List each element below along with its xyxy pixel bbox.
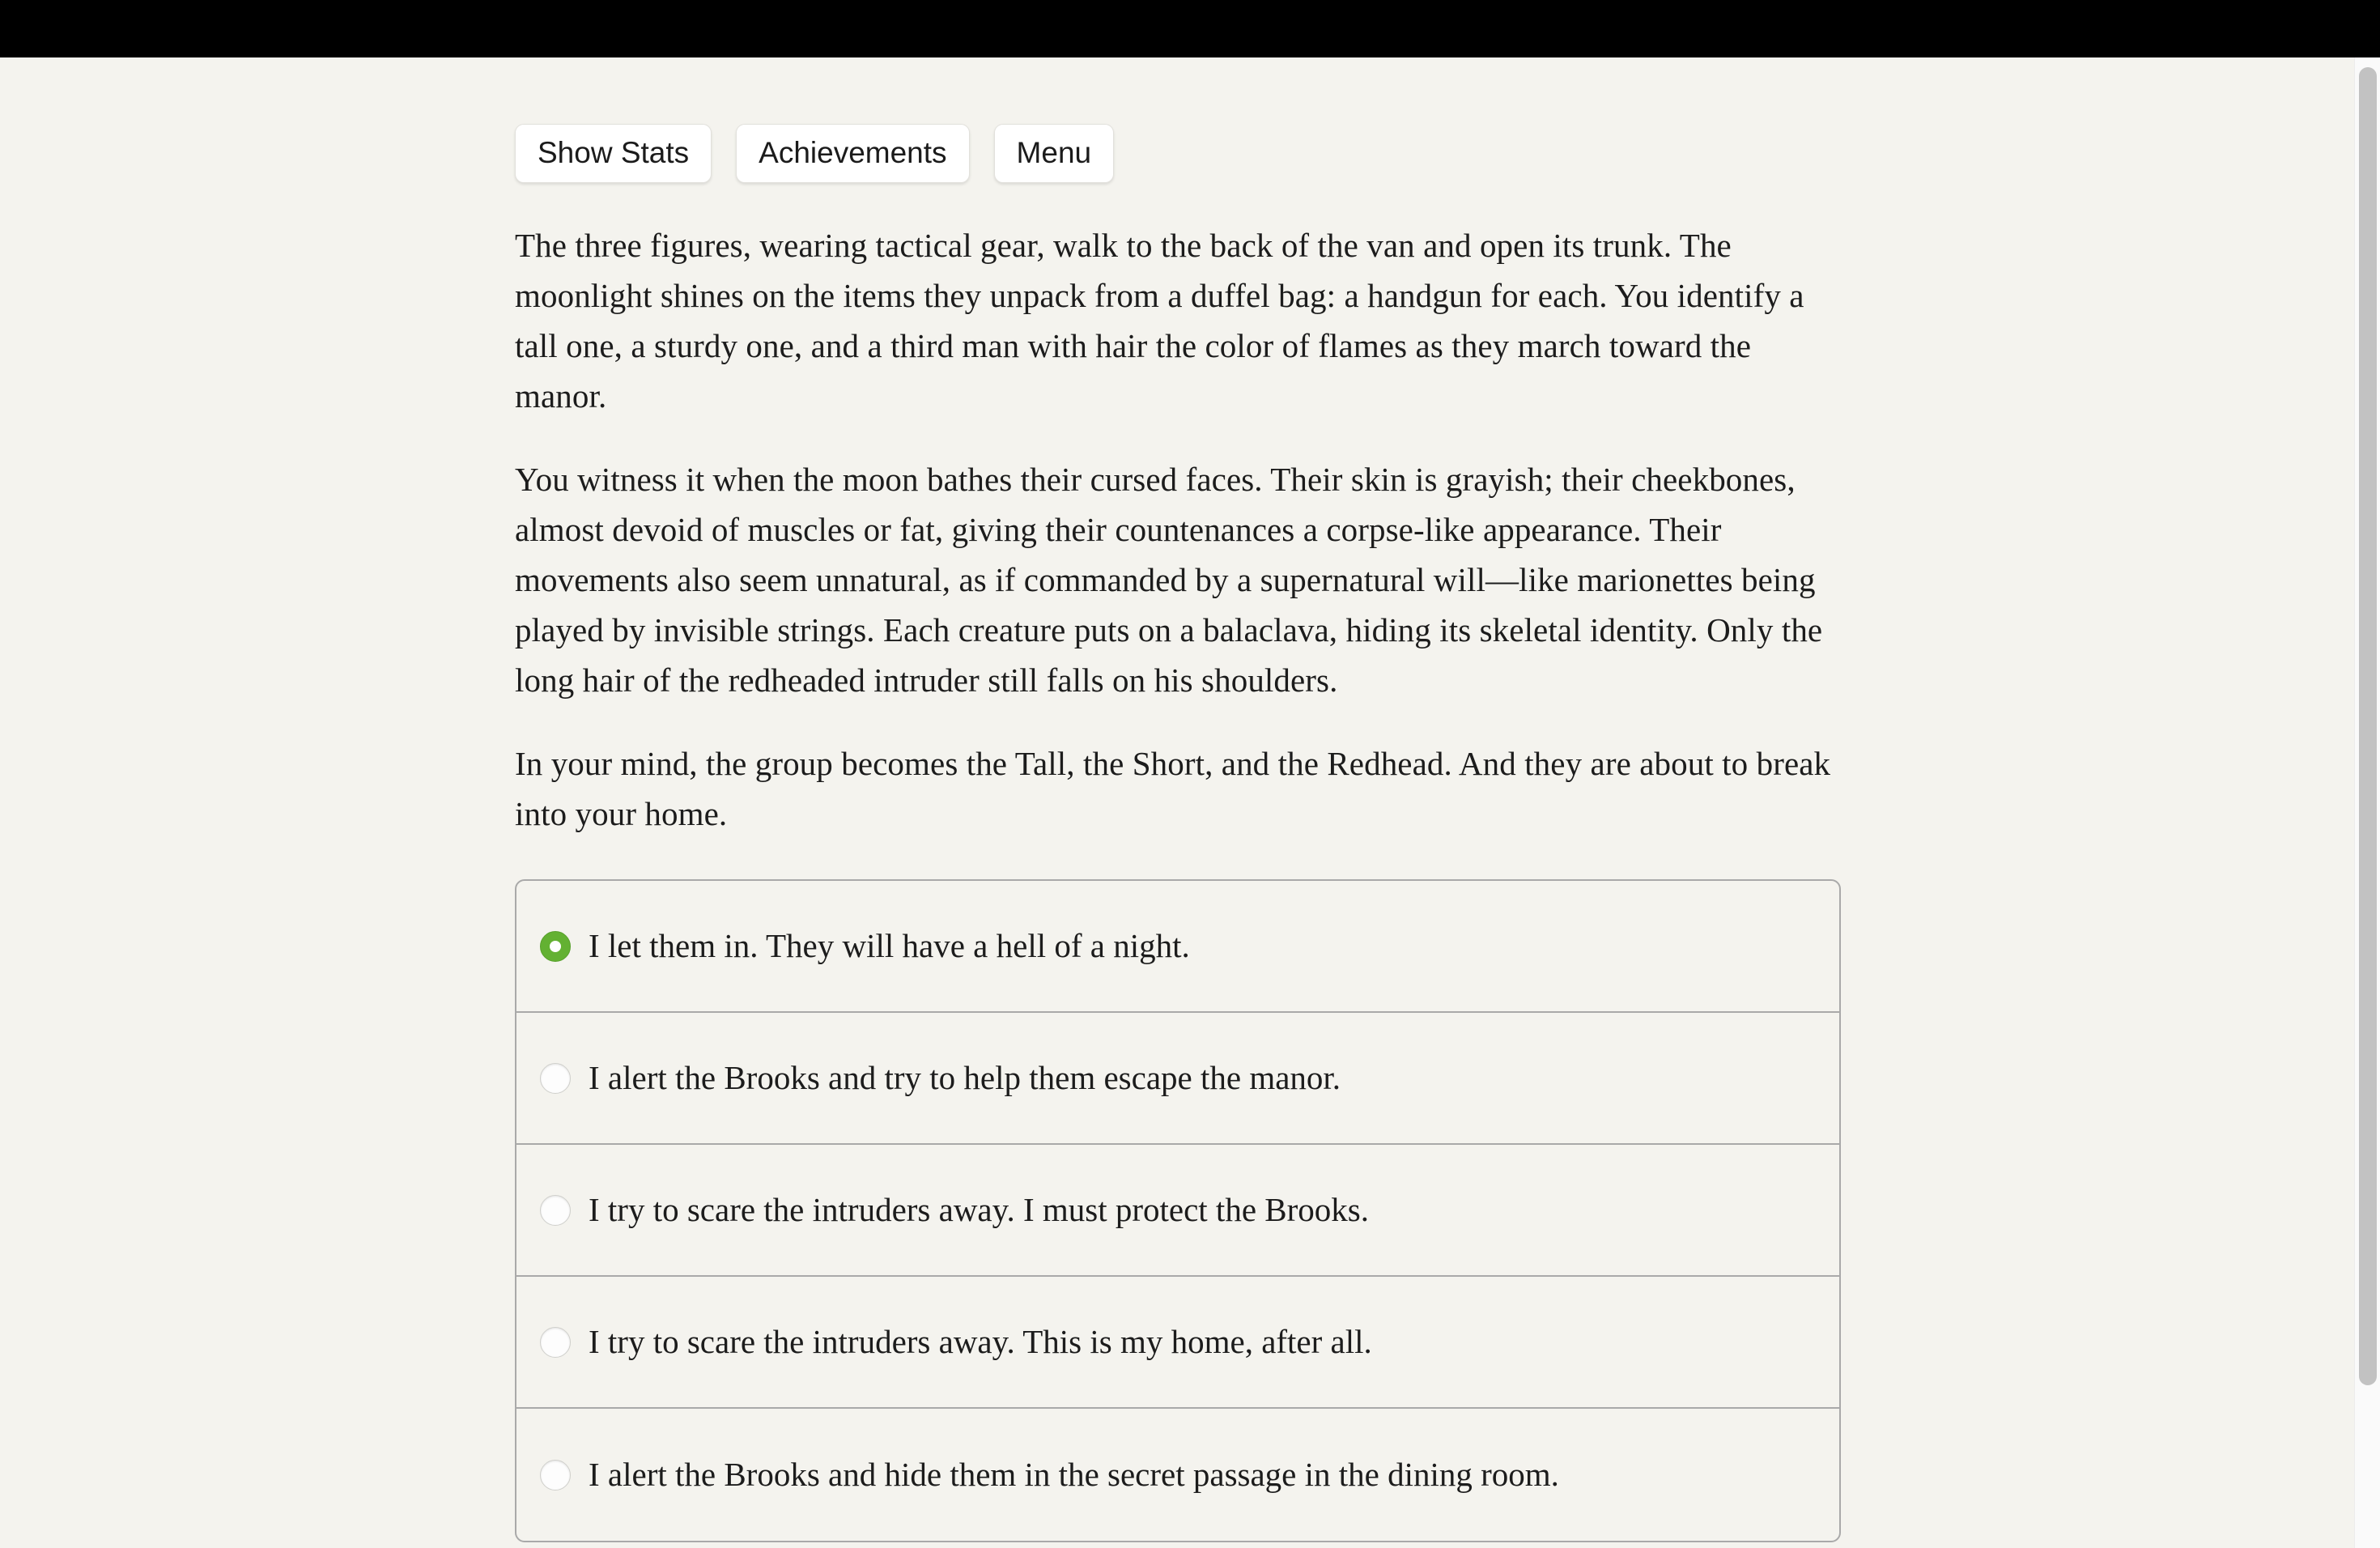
choice-option[interactable] bbox=[516, 1409, 1839, 1541]
show-stats-button[interactable]: Show Stats bbox=[515, 124, 712, 183]
choice-option[interactable] bbox=[516, 1145, 1839, 1277]
choice-option[interactable] bbox=[516, 1277, 1839, 1409]
choice-label: I alert the Brooks and hide them in the secret passage in the dining room. bbox=[589, 1455, 1559, 1493]
game-toolbar bbox=[515, 57, 1842, 183]
page-surface bbox=[0, 57, 2380, 1548]
story-paragraph: You witness it when the moon bathes their cursed faces. Their skin is grayish; their cheekbones, almost devoid of muscles or fat, giving their countenances a corpse-like appearance. Their movements also seem unnatural, as if commanded by a supernatural will—like marionettes being played by invisible strings. Each creature puts on a balaclava, hiding its skeletal identity. Only the long hair of the redheaded intruder still falls on his shoulders. bbox=[515, 461, 1823, 699]
radio-button-icon[interactable] bbox=[540, 1063, 571, 1094]
scrollbar-thumb[interactable] bbox=[2359, 67, 2377, 1385]
radio-button-icon[interactable] bbox=[540, 931, 571, 962]
achievements-button[interactable]: Achievements bbox=[736, 124, 969, 183]
content-column bbox=[515, 57, 1842, 1542]
radio-button-icon[interactable] bbox=[540, 1460, 571, 1491]
choice-option[interactable] bbox=[516, 881, 1839, 1013]
menu-button[interactable]: Menu bbox=[994, 124, 1115, 183]
vertical-scrollbar[interactable] bbox=[2354, 57, 2380, 1548]
choice-option[interactable] bbox=[516, 1013, 1839, 1145]
story-paragraph: In your mind, the group becomes the Tall, the Short, and the Redhead. And they are about to break into your home. bbox=[515, 745, 1831, 832]
choice-list bbox=[515, 879, 1841, 1542]
story-paragraph: The three figures, wearing tactical gear, walk to the back of the van and open its trunk. The moonlight shines on the items they unpack from a duffel bag: a handgun for each. You identify a tall one, a sturdy one, and a third man with hair the color of flames as they march toward the manor. bbox=[515, 227, 1804, 415]
radio-button-icon[interactable] bbox=[540, 1327, 571, 1358]
choice-label: I let them in. They will have a hell of a night. bbox=[589, 926, 1190, 964]
choice-label: I try to scare the intruders away. I must protect the Brooks. bbox=[589, 1190, 1369, 1228]
choice-label: I alert the Brooks and try to help them escape the manor. bbox=[589, 1058, 1341, 1096]
story-text bbox=[515, 220, 1842, 839]
radio-button-icon[interactable] bbox=[540, 1195, 571, 1226]
browser-chrome-bar bbox=[0, 0, 2380, 57]
choice-label: I try to scare the intruders away. This is my home, after all. bbox=[589, 1322, 1372, 1360]
